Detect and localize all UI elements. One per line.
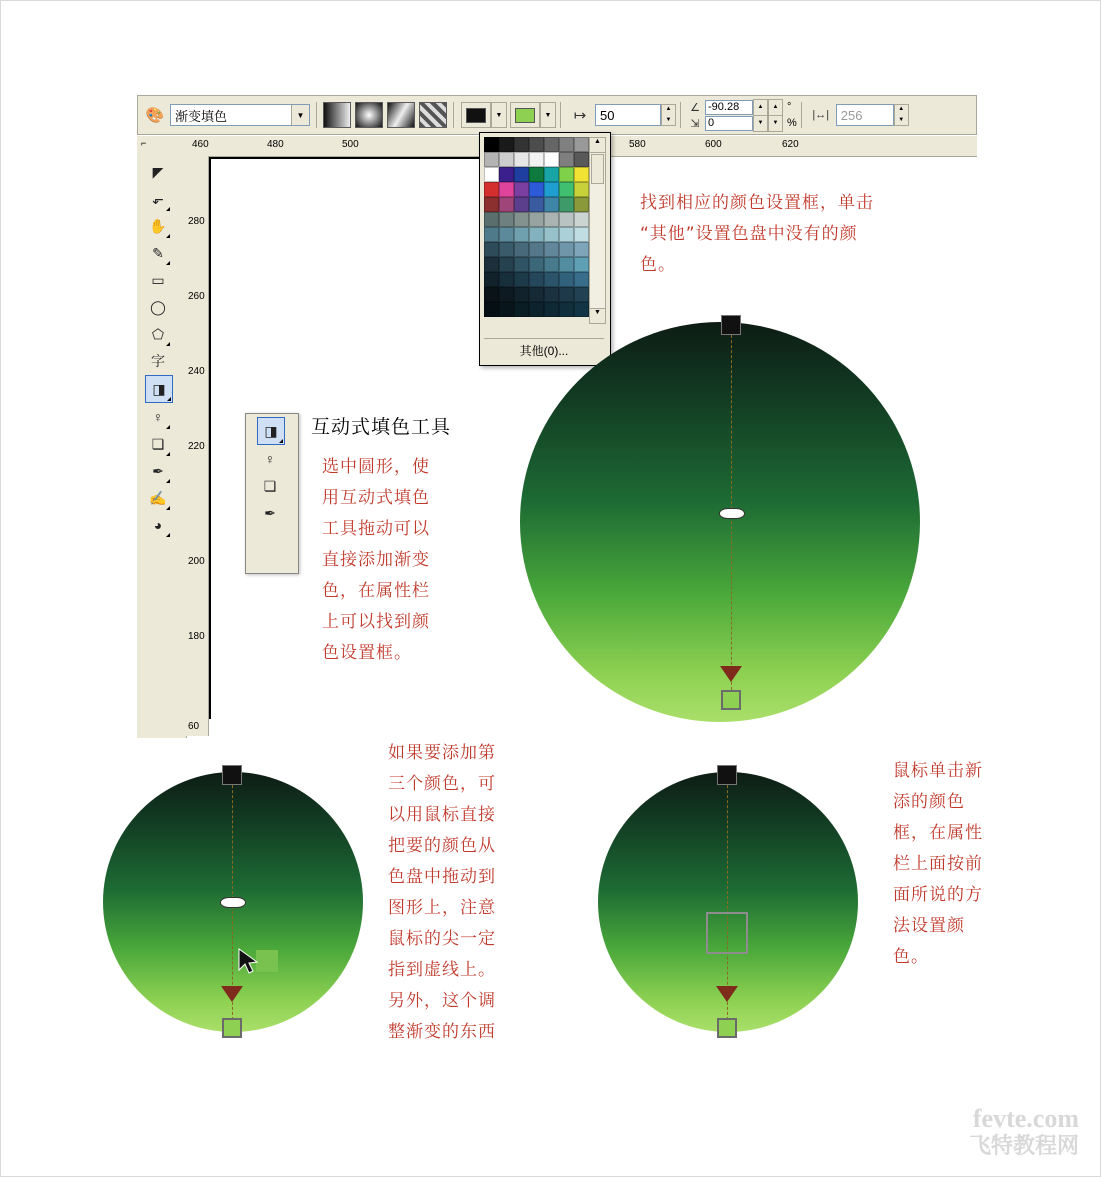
divider: [453, 102, 454, 128]
eyedropper-tool[interactable]: [145, 458, 171, 484]
ruler-tick: 60: [188, 721, 200, 732]
color-swatch[interactable]: [544, 227, 559, 242]
color-swatch[interactable]: [544, 242, 559, 257]
angle-icon: ∠: [690, 101, 700, 114]
color-swatch[interactable]: [529, 137, 544, 152]
shape-tool[interactable]: [145, 186, 171, 212]
annotation-line: 面所说的方: [893, 885, 983, 905]
color-swatch[interactable]: [484, 137, 499, 152]
interactive-fill-tool[interactable]: [145, 375, 173, 403]
color-swatch[interactable]: [484, 257, 499, 272]
color-swatch[interactable]: [514, 272, 529, 287]
start-color-swatch[interactable]: [461, 102, 491, 128]
scroll-up-icon[interactable]: ▲: [590, 138, 605, 153]
polygon-icon: ⬠: [151, 325, 165, 342]
fill-tool[interactable]: [145, 512, 171, 538]
annotation-line: 找到相应的颜色设置框，单击: [640, 193, 874, 213]
annotation-line: 三个颜色，可: [388, 774, 496, 794]
annotation-right-block: [893, 756, 1063, 973]
color-swatch[interactable]: [544, 257, 559, 272]
color-swatch[interactable]: [529, 152, 544, 167]
annotation-line: 指到虚线上。: [388, 960, 496, 980]
blend-icon: ❏: [263, 477, 277, 494]
annotation-line: 色。: [640, 255, 676, 275]
color-swatch[interactable]: [514, 257, 529, 272]
color-swatch[interactable]: [574, 182, 589, 197]
rectangle-icon: ▭: [151, 271, 165, 288]
annotation-line: 整渐变的东西: [388, 1022, 496, 1042]
annotation-line: 直接添加渐变: [322, 550, 430, 570]
color-swatch[interactable]: [499, 152, 514, 167]
color-swatch[interactable]: [559, 182, 574, 197]
color-swatch[interactable]: [484, 227, 499, 242]
color-swatch[interactable]: [559, 197, 574, 212]
gradient-end-handle[interactable]: [717, 1018, 737, 1038]
degree-symbol: °: [787, 101, 792, 113]
color-swatch[interactable]: [484, 212, 499, 227]
freehand-tool[interactable]: [145, 240, 171, 266]
annotation-flyout-title: [311, 415, 451, 439]
color-swatch[interactable]: [544, 167, 559, 182]
color-swatch[interactable]: [514, 302, 529, 317]
color-swatch[interactable]: [574, 137, 589, 152]
color-swatch[interactable]: [514, 212, 529, 227]
color-swatch[interactable]: [574, 272, 589, 287]
end-color-swatch[interactable]: [510, 102, 540, 128]
gradient-circle-large[interactable]: [520, 322, 920, 722]
ruler-tick: 220: [188, 441, 205, 452]
color-swatch[interactable]: [574, 167, 589, 182]
color-swatch[interactable]: [499, 257, 514, 272]
color-swatch[interactable]: [559, 137, 574, 152]
color-swatch[interactable]: [574, 287, 589, 302]
ruler-tick: 260: [188, 291, 205, 302]
color-swatch[interactable]: [574, 302, 589, 317]
color-swatch[interactable]: [574, 197, 589, 212]
fill-bucket-icon: ◨: [264, 422, 278, 439]
color-swatch[interactable]: [559, 272, 574, 287]
annotation-line: 栏上面按前: [893, 854, 983, 874]
pencil-icon: ✎: [152, 244, 164, 261]
annotation-line: 工具拖动可以: [322, 519, 430, 539]
rectangle-tool[interactable]: [145, 267, 171, 293]
annotation-line: 把要的颜色从: [388, 836, 496, 856]
color-swatch[interactable]: [529, 182, 544, 197]
color-picker-dropdown[interactable]: [479, 132, 611, 366]
scroll-down-icon[interactable]: ▼: [590, 308, 605, 323]
color-swatch[interactable]: [559, 167, 574, 182]
interactive-blend-tool[interactable]: [145, 431, 171, 457]
transparency-icon: ♀: [152, 409, 164, 425]
color-swatch[interactable]: [499, 272, 514, 287]
transparency-icon: ♀: [264, 451, 276, 467]
steps-icon: ↦: [573, 107, 587, 124]
watermark-site-name: 飞特教程网: [968, 1134, 1079, 1159]
gradient-direction-arrow: [221, 986, 243, 1002]
color-swatch[interactable]: [499, 137, 514, 152]
color-swatch[interactable]: [484, 242, 499, 257]
edgepad-spin-down[interactable]: ▼: [753, 115, 768, 132]
annotation-top-right: [640, 188, 990, 281]
ruler-tick: 200: [188, 556, 205, 567]
color-swatch[interactable]: [484, 287, 499, 302]
color-swatch[interactable]: [514, 227, 529, 242]
gradient-midpoint-handle[interactable]: [220, 897, 246, 908]
angle-spin-up2[interactable]: ▲: [768, 99, 783, 116]
pick-tool-icon: ◤: [152, 163, 164, 180]
fill-color-icon: ◕: [153, 517, 163, 533]
color-swatch[interactable]: [559, 242, 574, 257]
color-swatch[interactable]: [544, 152, 559, 167]
ruler-tick: 580: [629, 139, 646, 150]
gradient-square-icon[interactable]: [419, 102, 447, 128]
property-bar: [137, 95, 977, 135]
fill-type-combo[interactable]: [170, 104, 310, 126]
outline-tool[interactable]: [145, 485, 171, 511]
color-swatch[interactable]: [559, 227, 574, 242]
angle-input[interactable]: -90.28: [705, 100, 753, 115]
pick-tool[interactable]: [145, 159, 171, 185]
ellipse-tool[interactable]: [145, 294, 171, 320]
color-swatch[interactable]: [529, 287, 544, 302]
edgepad-spin-down2[interactable]: ▼: [768, 115, 783, 132]
vertical-ruler: [186, 156, 209, 736]
angle-spin-up[interactable]: ▲: [753, 99, 768, 116]
fill-bucket-icon: ◨: [152, 380, 166, 397]
steps-spinner[interactable]: ▲ ▼: [661, 104, 676, 126]
chevron-down-icon[interactable]: ▼: [291, 105, 309, 125]
color-swatch[interactable]: [484, 302, 499, 317]
ruler-tick: 180: [188, 631, 205, 642]
color-swatch[interactable]: [544, 272, 559, 287]
flyout-interactive-fill-tool[interactable]: [257, 417, 285, 445]
gradient-direction-arrow: [716, 986, 738, 1002]
color-swatch[interactable]: [499, 242, 514, 257]
annotation-line: 上可以找到颜: [322, 612, 430, 632]
eyedropper-icon: ✒: [264, 504, 276, 521]
color-swatch[interactable]: [514, 287, 529, 302]
color-swatch[interactable]: [499, 182, 514, 197]
midpoint-input[interactable]: 256: [836, 104, 894, 126]
color-swatch[interactable]: [514, 242, 529, 257]
color-swatch[interactable]: [544, 137, 559, 152]
midpoint-spinner[interactable]: ▲ ▼: [894, 104, 909, 126]
start-color-dropdown-icon[interactable]: ▼: [491, 102, 507, 128]
annotation-line: “其他”设置色盘中没有的颜: [640, 224, 858, 244]
color-swatch[interactable]: [529, 242, 544, 257]
color-swatch[interactable]: [529, 212, 544, 227]
flyout-interactive-extrude-tool[interactable]: [257, 500, 283, 526]
color-swatch[interactable]: [499, 167, 514, 182]
color-swatch[interactable]: [544, 302, 559, 317]
divider: [316, 102, 317, 128]
divider: [801, 102, 802, 128]
gradient-end-handle[interactable]: [222, 1018, 242, 1038]
color-swatch[interactable]: [514, 182, 529, 197]
color-swatch[interactable]: [529, 167, 544, 182]
gradient-linear-icon[interactable]: [323, 102, 351, 128]
annotation-line: 色设置框。: [322, 643, 412, 663]
end-color-dropdown-icon[interactable]: ▼: [540, 102, 556, 128]
color-swatch[interactable]: [499, 212, 514, 227]
eyedropper-icon: ✒: [152, 462, 164, 479]
color-swatch[interactable]: [574, 212, 589, 227]
edge-pad-input[interactable]: 0: [705, 116, 753, 131]
color-swatch[interactable]: [559, 302, 574, 317]
color-swatch[interactable]: [529, 197, 544, 212]
gradient-direction-arrow: [720, 666, 742, 682]
other-colors-button[interactable]: 其他(0)...: [484, 338, 604, 361]
annotation-line: 另外，这个调: [388, 991, 496, 1011]
outline-pen-icon: ✍: [149, 489, 167, 506]
color-swatch[interactable]: [574, 242, 589, 257]
ruler-origin-marker: ⌐: [141, 138, 147, 148]
color-swatch[interactable]: [499, 227, 514, 242]
interactive-tools-flyout[interactable]: [245, 413, 299, 574]
text-tool[interactable]: [145, 348, 171, 374]
ruler-tick: 240: [188, 366, 205, 377]
annotation-middle-block: [388, 738, 578, 1048]
color-swatch[interactable]: [484, 272, 499, 287]
color-swatch-grid[interactable]: [484, 137, 589, 322]
color-swatch[interactable]: [559, 212, 574, 227]
color-swatch[interactable]: [544, 287, 559, 302]
annotation-line: 框，在属性: [893, 823, 983, 843]
annotation-line: 选中圆形，使: [322, 457, 430, 477]
gradient-start-handle[interactable]: [717, 765, 737, 785]
hand-icon: ✋: [149, 217, 167, 234]
palette-scrollbar[interactable]: [589, 137, 606, 324]
ruler-tick: 600: [705, 139, 722, 150]
ruler-tick: 500: [342, 139, 359, 150]
color-swatch[interactable]: [574, 257, 589, 272]
gradient-start-handle[interactable]: [721, 315, 741, 335]
color-swatch[interactable]: [499, 197, 514, 212]
text-icon: 字: [151, 353, 165, 369]
color-swatch[interactable]: [559, 257, 574, 272]
watermark-url: fevte.com: [972, 1104, 1079, 1133]
flyout-interactive-blend-tool[interactable]: [257, 473, 283, 499]
interactive-transparency-tool[interactable]: [145, 404, 171, 430]
color-swatch[interactable]: [559, 152, 574, 167]
steps-input[interactable]: 50: [595, 104, 661, 126]
annotation-line: 如果要添加第: [388, 743, 496, 763]
fill-type-label: 渐变填色: [175, 108, 228, 124]
ruler-tick: 460: [192, 139, 209, 150]
annotation-line: 法设置颜: [893, 916, 965, 936]
edge-pad-icon: ⇲: [690, 117, 700, 130]
annotation-line: 鼠标的尖一定: [388, 929, 496, 949]
divider: [560, 102, 561, 128]
gradient-start-handle[interactable]: [222, 765, 242, 785]
polygon-tool[interactable]: [145, 321, 171, 347]
annotation-left-block: [322, 452, 512, 669]
blend-icon: ❏: [151, 435, 165, 452]
gradient-end-handle[interactable]: [721, 690, 741, 710]
color-swatch[interactable]: [574, 227, 589, 242]
fill-tool-icon[interactable]: 🎨: [145, 107, 165, 124]
midpoint-icon: |↔|: [812, 109, 830, 121]
annotation-line: 用互动式填色: [322, 488, 430, 508]
pan-tool[interactable]: [145, 213, 171, 239]
color-swatch[interactable]: [514, 152, 529, 167]
annotation-line: 色盘中拖动到: [388, 867, 496, 887]
color-swatch[interactable]: [529, 257, 544, 272]
gradient-conical-icon[interactable]: [387, 102, 415, 128]
scrollbar-thumb[interactable]: [591, 154, 604, 184]
ruler-tick: 480: [267, 139, 284, 150]
shape-tool-icon: ⬐: [152, 190, 164, 207]
ruler-tick: 280: [188, 216, 205, 227]
color-swatch[interactable]: [484, 182, 499, 197]
color-swatch[interactable]: [484, 197, 499, 212]
color-swatch[interactable]: [514, 167, 529, 182]
annotation-line: 色。: [893, 947, 929, 967]
gradient-midpoint-handle[interactable]: [719, 508, 745, 519]
ruler-tick: 620: [782, 139, 799, 150]
percent-symbol: %: [787, 117, 797, 129]
color-swatch[interactable]: [499, 302, 514, 317]
toolbox: [137, 156, 187, 738]
ellipse-icon: ◯: [150, 298, 166, 315]
color-swatch[interactable]: [514, 137, 529, 152]
divider: [680, 102, 681, 128]
color-swatch[interactable]: [574, 152, 589, 167]
watermark: [969, 1105, 1079, 1161]
color-swatch[interactable]: [544, 212, 559, 227]
color-swatch[interactable]: [544, 197, 559, 212]
color-swatch[interactable]: [514, 197, 529, 212]
gradient-added-color-handle-selected[interactable]: [706, 912, 748, 954]
flyout-interactive-transparency-tool[interactable]: [257, 446, 283, 472]
flyout-title-text: 互动式填色工具: [311, 416, 452, 438]
annotation-line: 添的颜色: [893, 792, 965, 812]
color-swatch[interactable]: [484, 152, 499, 167]
annotation-line: 色，在属性栏: [322, 581, 430, 601]
color-swatch[interactable]: [559, 287, 574, 302]
color-swatch[interactable]: [484, 167, 499, 182]
mouse-cursor-icon: [238, 948, 260, 976]
gradient-radial-icon[interactable]: [355, 102, 383, 128]
color-swatch[interactable]: [529, 272, 544, 287]
annotation-line: 以用鼠标直接: [388, 805, 496, 825]
angle-and-edgepad-group: [685, 98, 797, 132]
annotation-line: 图形上，注意: [388, 898, 496, 918]
color-swatch[interactable]: [529, 227, 544, 242]
color-swatch[interactable]: [544, 182, 559, 197]
annotation-line: 鼠标单击新: [893, 761, 983, 781]
color-swatch[interactable]: [529, 302, 544, 317]
color-swatch[interactable]: [499, 287, 514, 302]
